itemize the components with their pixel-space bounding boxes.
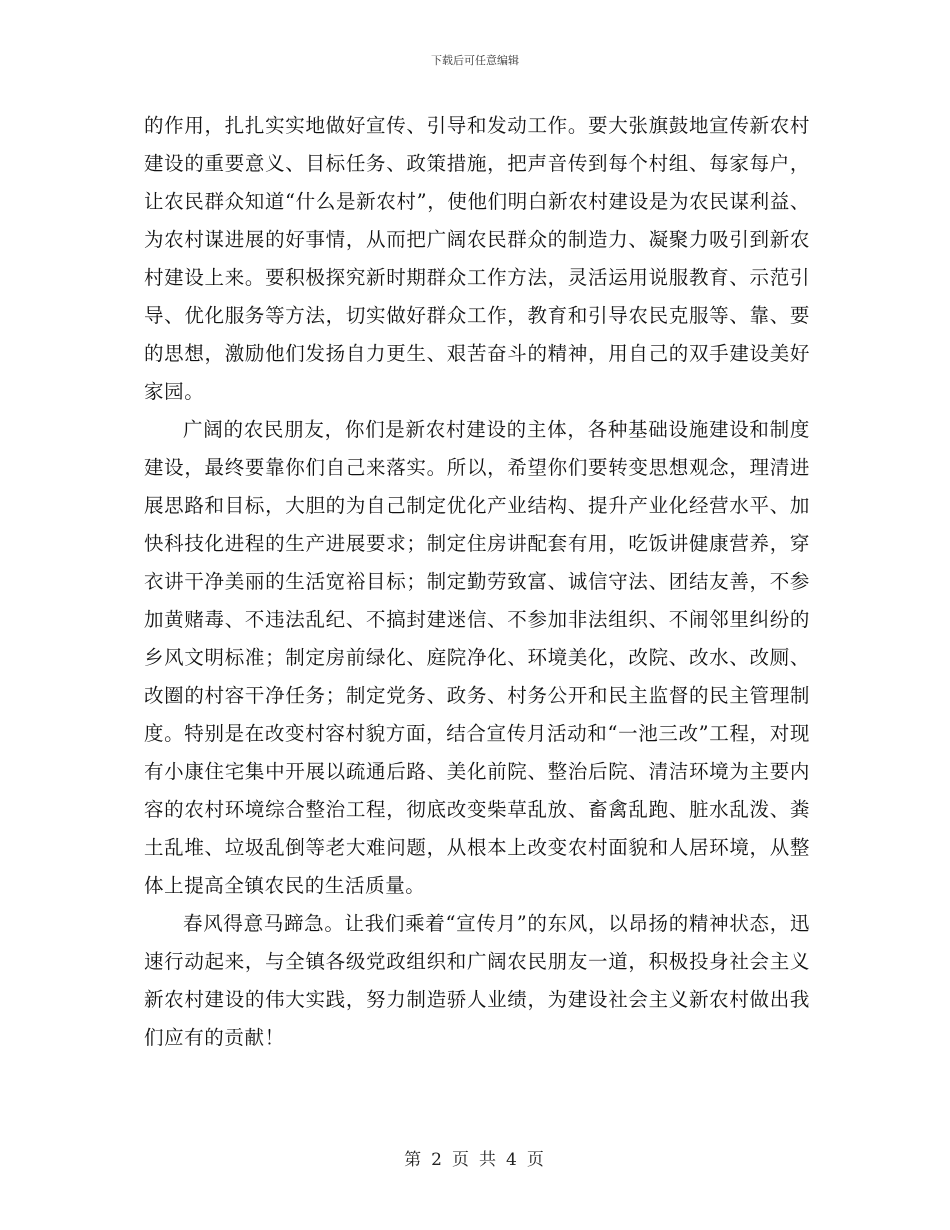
footer-label-total-unit: 页 — [526, 1150, 546, 1170]
footer-current-page: 2 — [431, 1150, 444, 1170]
footer-label-page-unit: 页 — [452, 1150, 471, 1170]
footer-total-pages: 4 — [506, 1150, 519, 1170]
paragraph-2: 广阔的农民朋友，你们是新农村建设的主体，各种基础设施建设和制度建设，最终要靠你们自己来落实。所以，希望你们要转变思想观念，理清进展思路和目标，大胆的为自己制定优化产业结构、提升产业化经营水平、加快科技化进程的生产进展要求；制定住房讲配套有用，吃饭讲健康营养，穿衣讲干净美丽的生活宽裕目标；制定勤劳致富、诚信守法、团结友善，不参加黄赌毒、不违法乱纪、不搞封建迷信、不参加非法组织、不闹邻里纠纷的乡风文明标准；制定房前绿化、庭院净化、环境美化，改院、改水、改厕、改圈的村容干净任务；制定党务、政务、村务公开和民主监督的民主管理制度。特别是在改变村容村貌方面，结合宣传月活动和“一池三改”工程，对现有小康住宅集中开展以疏通后路、美化前院、整治后院、清洁环境为主要内容的农村环境综合整治工程，彻底改变柴草乱放、畜禽乱跑、脏水乱泼、粪土乱堆、垃圾乱倒等老大难问题，从根本上改变农村面貌和人居环境，从整体上提高全镇农民的生活质量。 — [144, 418, 810, 897]
document-body — [144, 107, 810, 1057]
page-header-note: 下载后可任意编辑 — [431, 54, 519, 67]
page-number-footer — [0, 1145, 950, 1170]
footer-label-total: 共 — [479, 1150, 498, 1170]
paragraph-3: 春风得意马蹄急。让我们乘着“宣传月”的东风，以昂扬的精神状态，迅速行动起来，与全镇各级党政组织和广阔农民朋友一道，积极投身社会主义新农村建设的伟大实践，努力制造骄人业绩，为建设社会主义新农村做出我们应有的贡献！ — [144, 912, 810, 1049]
paragraph-1: 的作用，扎扎实实地做好宣传、引导和发动工作。要大张旗鼓地宣传新农村建设的重要意义、目标任务、政策措施，把声音传到每个村组、每家每户，让农民群众知道“什么是新农村”，使他们明白新农村建设是为农民谋利益、为农村谋进展的好事情，从而把广阔农民群众的制造力、凝聚力吸引到新农村建设上来。要积极探究新时期群众工作方法，灵活运用说服教育、示范引导、优化服务等方法，切实做好群众工作，教育和引导农民克服等、靠、要的思想，激励他们发扬自力更生、艰苦奋斗的精神，用自己的双手建设美好家园。 — [144, 114, 810, 403]
footer-label-page: 第 — [404, 1150, 424, 1170]
